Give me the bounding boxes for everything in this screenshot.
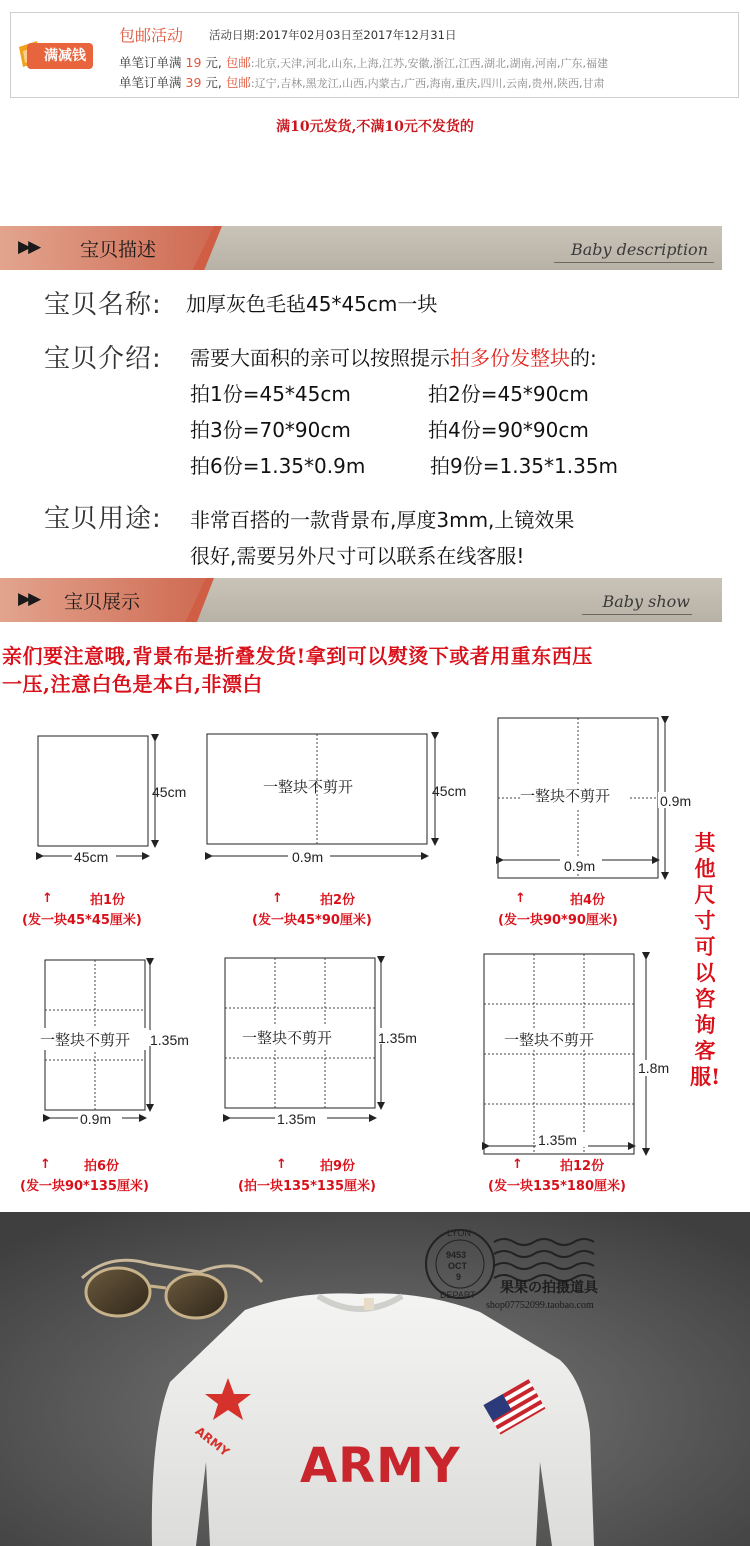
diagram-caption: (发一块45*90厘米) [252, 913, 372, 928]
shirt-print-text: ARMY [300, 1438, 461, 1494]
whole-piece-label: 一整块不剪开 [40, 1031, 131, 1049]
promo-banner [10, 12, 739, 98]
dim-width: 0.9m [80, 1111, 112, 1127]
dim-height: 0.9m [660, 793, 692, 809]
min-order-notice: 满10元发货,不满10元不发货的 [276, 119, 474, 135]
diagram-1 [22, 736, 186, 928]
dim-width: 45cm [74, 849, 109, 865]
dim-height: 45cm [432, 783, 467, 799]
section-title-en: Baby show [602, 592, 690, 611]
diagram-qty: 拍9份 [320, 1159, 356, 1174]
promo-title: 包邮活动 [119, 26, 184, 45]
whole-piece-label: 一整块不剪开 [504, 1031, 595, 1049]
diagram-5 [225, 958, 426, 1194]
arrow-up-icon: ↑ [40, 1157, 51, 1172]
diagram-caption: (拍一块135*135厘米) [238, 1179, 376, 1194]
promo-badge [17, 39, 95, 75]
diagram-2 [207, 734, 466, 928]
arrow-up-icon: ↑ [515, 891, 526, 906]
diagram-qty: 拍12份 [560, 1159, 605, 1174]
diagram-6 [484, 954, 678, 1194]
size-option: 拍4份=90*90cm [428, 418, 589, 442]
product-name-value: 加厚灰色毛毡45*45cm一块 [186, 292, 438, 316]
stamp-text: DEPART [440, 1290, 476, 1300]
dim-height: 1.35m [378, 1030, 417, 1046]
diagram-qty: 拍6份 [84, 1159, 120, 1174]
promo-rule-1: 单笔订单满 19 元, 包邮:北京,天津,河北,山东,上海,江苏,安徽,浙江,江西,湖北,湖南,河南,广东,福建 [119, 55, 609, 70]
whole-piece-label: 一整块不剪开 [520, 787, 611, 805]
section-title: 宝贝描述 [80, 239, 157, 261]
fold-warning-line-1: 亲们要注意哦,背景布是折叠发货!拿到可以熨烫下或者用重东西压 [2, 644, 593, 668]
product-name-label: 宝贝名称: [44, 290, 162, 320]
double-arrow-icon: ▶▶ [18, 589, 39, 609]
arrow-up-icon: ↑ [42, 891, 53, 906]
whole-piece-label: 一整块不剪开 [263, 778, 354, 796]
size-option: 拍9份=1.35*1.35m [430, 454, 619, 478]
promo-date: 活动日期:2017年02月03日至2017年12月31日 [209, 28, 457, 42]
section-title-en: Baby description [570, 240, 708, 259]
stamp-text: 9 [456, 1272, 462, 1282]
product-use-line-2: 很好,需要另外尺寸可以联系在线客服! [190, 544, 525, 568]
custom-size-note: 其他尺寸可以咨询客服! [690, 830, 721, 1089]
dim-width: 1.35m [277, 1111, 316, 1127]
arrow-up-icon: ↑ [272, 891, 283, 906]
size-diagrams [0, 712, 750, 1212]
product-photo [0, 1212, 750, 1546]
diagram-4 [20, 960, 198, 1194]
diagram-caption: (发一块90*90厘米) [498, 913, 618, 928]
promo-rule-2: 单笔订单满 39 元, 包邮:辽宁,吉林,黑龙江,山西,内蒙古,广西,海南,重庆,四川,云南,贵州,陕西,甘肃 [119, 75, 605, 90]
product-intro-label: 宝贝介绍: [44, 344, 162, 374]
watermark-shop-url: shop07752099.taobao.com [486, 1300, 594, 1311]
arrow-up-icon: ↑ [276, 1157, 287, 1172]
fold-warning-line-2: 一压,注意白色是本白,非漂白 [2, 672, 263, 696]
product-intro-text: 需要大面积的亲可以按照提示拍多份发整块的: [190, 346, 597, 370]
dim-width: 0.9m [292, 849, 324, 865]
double-arrow-icon: ▶▶ [18, 237, 39, 257]
stamp-text: OCT [448, 1261, 467, 1271]
diagram-caption: (发一块90*135厘米) [20, 1179, 149, 1194]
size-option: 拍6份=1.35*0.9m [190, 454, 366, 478]
size-option: 拍3份=70*90cm [190, 418, 351, 442]
size-option: 拍2份=45*90cm [428, 382, 589, 406]
dim-width: 0.9m [564, 858, 596, 874]
diagram-caption: (发一块45*45厘米) [22, 913, 142, 928]
size-option: 拍1份=45*45cm [190, 382, 351, 406]
arrow-up-icon: ↑ [512, 1157, 523, 1172]
dim-height: 1.35m [150, 1032, 189, 1048]
diagram-qty: 拍2份 [320, 893, 356, 908]
dim-width: 1.35m [538, 1132, 577, 1148]
product-use-label: 宝贝用途: [44, 504, 162, 534]
watermark-shop-name: 果果の拍摄道具 [500, 1280, 598, 1296]
stamp-text: 9453 [446, 1250, 467, 1260]
whole-piece-label: 一整块不剪开 [242, 1029, 333, 1047]
dim-height: 45cm [152, 784, 187, 800]
diagram-qty: 拍1份 [90, 893, 126, 908]
diagram-qty: 拍4份 [570, 893, 606, 908]
product-use-line-1: 非常百搭的一款背景布,厚度3mm,上镜效果 [190, 508, 575, 532]
section-header-show [0, 578, 722, 622]
diagram-3 [498, 718, 698, 928]
promo-badge-text: 满减钱 [27, 43, 93, 69]
diagram-caption: (发一块135*180厘米) [488, 1179, 626, 1194]
dim-height: 1.8m [638, 1060, 670, 1076]
section-header-description [0, 226, 722, 270]
section-title: 宝贝展示 [64, 591, 141, 613]
stamp-text: LYON [447, 1228, 471, 1238]
sleeve-text: ARMY [192, 1423, 233, 1460]
